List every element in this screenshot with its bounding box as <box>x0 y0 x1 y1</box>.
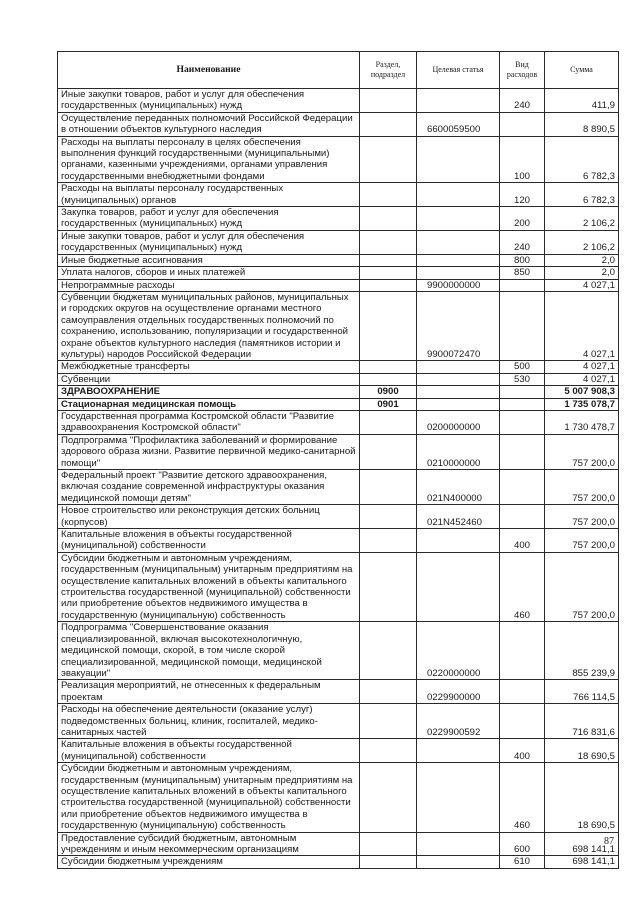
table-row <box>58 505 619 529</box>
cell-name: Стационарная медицинская помощь <box>58 398 360 410</box>
cell-name: Предоставление субсидий бюджетным, автономным учреждениям и иным некоммерческим организациям <box>58 832 360 856</box>
table-row <box>58 373 619 385</box>
cell-target: 021N452460 <box>417 505 500 529</box>
cell-name: Новое строительство или реконструкция детских больниц (корпусов) <box>58 505 360 529</box>
cell-sum: 757 200,0 <box>545 529 619 553</box>
cell-name: ЗДРАВООХРАНЕНИЕ <box>58 386 360 398</box>
cell-section <box>360 856 417 868</box>
table-row <box>58 856 619 868</box>
cell-section <box>360 207 417 231</box>
cell-target <box>417 183 500 207</box>
cell-kind: 600 <box>500 832 545 856</box>
cell-kind: 500 <box>500 361 545 373</box>
cell-target <box>417 89 500 113</box>
cell-name: Иные бюджетные ассигнования <box>58 254 360 266</box>
cell-sum: 2 106,2 <box>545 230 619 254</box>
cell-kind: 530 <box>500 373 545 385</box>
cell-target <box>417 763 500 832</box>
cell-kind <box>500 704 545 739</box>
cell-target <box>417 230 500 254</box>
cell-target: 021N400000 <box>417 470 500 505</box>
cell-section <box>360 89 417 113</box>
cell-sum: 757 200,0 <box>545 434 619 469</box>
cell-target: 6600059500 <box>417 112 500 136</box>
cell-sum: 2,0 <box>545 254 619 266</box>
table-body <box>58 89 619 869</box>
cell-section <box>360 230 417 254</box>
table-row <box>58 398 619 410</box>
cell-name: Реализация мероприятий, не отнесенных к федеральным проектам <box>58 680 360 704</box>
table-row <box>58 89 619 113</box>
table-row <box>58 136 619 183</box>
cell-kind: 400 <box>500 739 545 763</box>
cell-sum: 8 890,5 <box>545 112 619 136</box>
cell-sum: 2,0 <box>545 267 619 279</box>
cell-kind <box>500 434 545 469</box>
cell-kind <box>500 505 545 529</box>
cell-section: 0900 <box>360 386 417 398</box>
cell-kind: 460 <box>500 763 545 832</box>
cell-target <box>417 386 500 398</box>
table-row <box>58 704 619 739</box>
cell-name: Уплата налогов, сборов и иных платежей <box>58 267 360 279</box>
cell-sum: 757 200,0 <box>545 470 619 505</box>
cell-target: 0200000000 <box>417 410 500 434</box>
cell-target <box>417 136 500 183</box>
cell-section <box>360 361 417 373</box>
cell-section <box>360 291 417 360</box>
cell-section <box>360 410 417 434</box>
cell-kind: 850 <box>500 267 545 279</box>
cell-kind: 460 <box>500 552 545 621</box>
cell-target <box>417 529 500 553</box>
cell-target: 0229900000 <box>417 680 500 704</box>
cell-section <box>360 279 417 291</box>
cell-kind <box>500 112 545 136</box>
cell-section <box>360 434 417 469</box>
cell-target: 0229900592 <box>417 704 500 739</box>
cell-name: Капитальные вложения в объекты государственной (муниципальной) собственности <box>58 529 360 553</box>
cell-name: Подпрограмма "Профилактика заболеваний и формирование здорового образа жизни. Развитие первичной медико-санитарной помощи" <box>58 434 360 469</box>
cell-name: Межбюджетные трансферты <box>58 361 360 373</box>
cell-name: Субсидии бюджетным и автономным учреждениям, государственным (муниципальным) унитарным предприятиям на осуществление капитальных вложений в объекты капитального строительства государственной (муниципальной) собственности или приобретение объектов недвижимого имущества в государственную (муниципальную) собственность <box>58 763 360 832</box>
cell-target <box>417 832 500 856</box>
cell-section <box>360 680 417 704</box>
cell-section <box>360 267 417 279</box>
table-row <box>58 386 619 398</box>
cell-sum: 766 114,5 <box>545 680 619 704</box>
cell-section <box>360 254 417 266</box>
cell-name: Расходы на выплаты персоналу в целях обеспечения выполнения функций государственными (муниципальными) органами, казенными учреждениями, органами управления государственными внебюджетными фондами <box>58 136 360 183</box>
cell-sum: 18 690,5 <box>545 739 619 763</box>
table-row <box>58 267 619 279</box>
cell-sum: 698 141,1 <box>545 832 619 856</box>
cell-target: 0220000000 <box>417 622 500 680</box>
table-row <box>58 183 619 207</box>
cell-target <box>417 207 500 231</box>
table-row <box>58 112 619 136</box>
table-row <box>58 230 619 254</box>
table-row <box>58 279 619 291</box>
cell-kind: 800 <box>500 254 545 266</box>
cell-kind: 240 <box>500 230 545 254</box>
cell-sum: 4 027,1 <box>545 361 619 373</box>
cell-kind <box>500 410 545 434</box>
cell-sum: 18 690,5 <box>545 763 619 832</box>
table-row <box>58 207 619 231</box>
cell-target: 9900000000 <box>417 279 500 291</box>
cell-name: Субвенции бюджетам муниципальных районов, муниципальных и городских округов на осуществление органами местного самоуправления отдельных государственных полномочий по сохранению, использованию, популяризации и государственной охране объектов культурного наследия (памятников истории и культуры) народов Российской Федерации <box>58 291 360 360</box>
table-row <box>58 552 619 621</box>
cell-sum: 855 239,9 <box>545 622 619 680</box>
cell-section <box>360 622 417 680</box>
table-row <box>58 529 619 553</box>
cell-kind: 610 <box>500 856 545 868</box>
table-row <box>58 361 619 373</box>
cell-kind <box>500 291 545 360</box>
cell-target: 9900072470 <box>417 291 500 360</box>
cell-sum: 757 200,0 <box>545 505 619 529</box>
table-row <box>58 470 619 505</box>
cell-name: Расходы на выплаты персоналу государственных (муниципальных) органов <box>58 183 360 207</box>
table-row <box>58 410 619 434</box>
cell-section <box>360 505 417 529</box>
cell-sum: 411,9 <box>545 89 619 113</box>
cell-target <box>417 739 500 763</box>
cell-sum: 698 141,1 <box>545 856 619 868</box>
cell-sum: 4 027,1 <box>545 279 619 291</box>
cell-target <box>417 373 500 385</box>
cell-kind: 240 <box>500 89 545 113</box>
cell-kind: 400 <box>500 529 545 553</box>
table-row <box>58 763 619 832</box>
cell-section <box>360 704 417 739</box>
cell-section <box>360 136 417 183</box>
header-section: Раздел, подраздел <box>360 52 417 89</box>
cell-name: Субвенции <box>58 373 360 385</box>
cell-section <box>360 832 417 856</box>
cell-sum: 1 735 078,7 <box>545 398 619 410</box>
cell-section <box>360 763 417 832</box>
cell-name: Субсидии бюджетным учреждениям <box>58 856 360 868</box>
cell-name: Непрограммные расходы <box>58 279 360 291</box>
cell-kind <box>500 279 545 291</box>
cell-sum: 757 200,0 <box>545 552 619 621</box>
cell-kind: 120 <box>500 183 545 207</box>
cell-name: Иные закупки товаров, работ и услуг для обеспечения государственных (муниципальных) нужд <box>58 230 360 254</box>
cell-name: Осуществление переданных полномочий Российской Федерации в отношении объектов культурного наследия <box>58 112 360 136</box>
cell-target <box>417 398 500 410</box>
cell-kind <box>500 470 545 505</box>
table-row <box>58 254 619 266</box>
cell-name: Капитальные вложения в объекты государственной (муниципальной) собственности <box>58 739 360 763</box>
cell-sum: 6 782,3 <box>545 136 619 183</box>
cell-sum: 716 831,6 <box>545 704 619 739</box>
cell-target <box>417 552 500 621</box>
table-row <box>58 739 619 763</box>
cell-kind: 200 <box>500 207 545 231</box>
cell-name: Государственная программа Костромской области "Развитие здравоохранения Костромской области" <box>58 410 360 434</box>
cell-name: Субсидии бюджетным и автономным учреждениям, государственным (муниципальным) унитарным предприятиям на осуществление капитальных вложений в объекты капитального строительства государственной (муниципальной) собственности или приобретение объектов недвижимого имущества в государственную (муниципальную) собственность <box>58 552 360 621</box>
cell-name: Закупка товаров, работ и услуг для обеспечения государственных (муниципальных) нужд <box>58 207 360 231</box>
table-row <box>58 680 619 704</box>
cell-kind <box>500 398 545 410</box>
cell-sum: 6 782,3 <box>545 183 619 207</box>
cell-sum: 4 027,1 <box>545 373 619 385</box>
cell-section <box>360 552 417 621</box>
table-row <box>58 622 619 680</box>
cell-name: Иные закупки товаров, работ и услуг для обеспечения государственных (муниципальных) нужд <box>58 89 360 113</box>
cell-section <box>360 739 417 763</box>
cell-section <box>360 112 417 136</box>
table-header <box>58 52 619 89</box>
cell-sum: 2 106,2 <box>545 207 619 231</box>
cell-section <box>360 470 417 505</box>
cell-name: Подпрограмма "Совершенствование оказания специализированной, включая высокотехнологичную, медицинской помощи, скорой, в том числе скорой специализированной, медицинской помощи, медицинской эвакуации" <box>58 622 360 680</box>
page-number: 87 <box>604 836 614 847</box>
cell-sum: 4 027,1 <box>545 291 619 360</box>
table-row <box>58 291 619 360</box>
table-row <box>58 434 619 469</box>
budget-table <box>57 51 619 869</box>
cell-target: 0210000000 <box>417 434 500 469</box>
cell-name: Федеральный проект "Развитие детского здравоохранения, включая создание современной инфраструктуры оказания медицинской помощи детям" <box>58 470 360 505</box>
cell-section: 0901 <box>360 398 417 410</box>
cell-section <box>360 529 417 553</box>
cell-target <box>417 267 500 279</box>
cell-target <box>417 856 500 868</box>
cell-name: Расходы на обеспечение деятельности (оказание услуг) подведомственных больниц, клиник, госпиталей, медико-санитарных частей <box>58 704 360 739</box>
cell-kind <box>500 386 545 398</box>
header-target: Целевая статья <box>417 52 500 89</box>
cell-kind: 100 <box>500 136 545 183</box>
header-sum: Сумма <box>545 52 619 89</box>
cell-target <box>417 361 500 373</box>
header-name: Наименование <box>58 52 360 89</box>
header-kind: Вид расходов <box>500 52 545 89</box>
cell-target <box>417 254 500 266</box>
cell-kind <box>500 622 545 680</box>
cell-kind <box>500 680 545 704</box>
cell-section <box>360 373 417 385</box>
cell-sum: 5 007 908,3 <box>545 386 619 398</box>
cell-sum: 1 730 478,7 <box>545 410 619 434</box>
cell-section <box>360 183 417 207</box>
table-row <box>58 832 619 856</box>
